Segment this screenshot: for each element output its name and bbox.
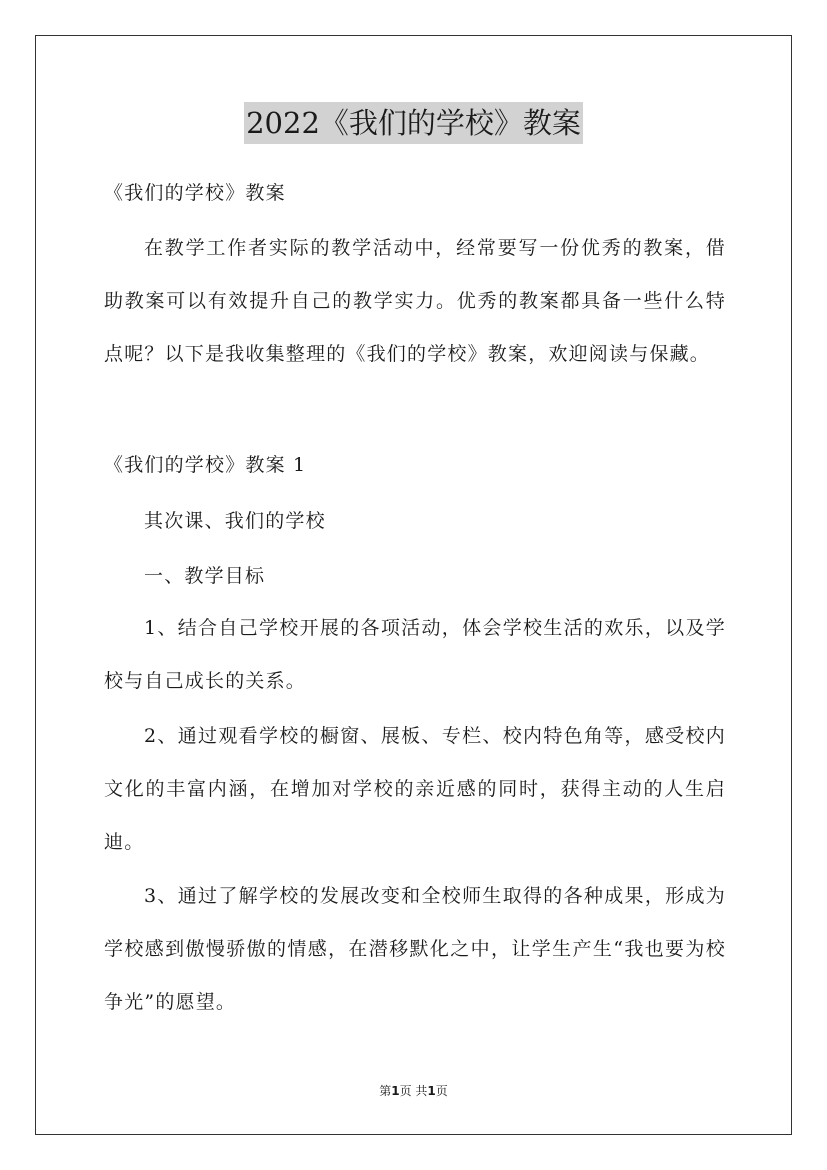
- lesson-title: 其次课、我们的学校: [144, 510, 326, 532]
- footer-page-current: 1: [391, 1084, 400, 1098]
- footer-page-mid: 页 共: [399, 1084, 428, 1098]
- objective-item: 2、通过观看学校的橱窗、展板、专栏、校内特色角等，感受校内文化的丰富内涵，在增加对学校的亲近感的同时，获得主动的人生启迪。: [104, 725, 726, 853]
- intro-paragraph: 在教学工作者实际的教学活动中，经常要写一份优秀的教案，借助教案可以有效提升自己的教学实力。优秀的教案都具备一些什么特点呢？以下是我收集整理的《我们的学校》教案，欢迎阅读与保藏。: [104, 237, 726, 365]
- document-title-text: 2022《我们的学校》教案: [244, 102, 583, 144]
- intro-heading: 《我们的学校》教案: [104, 182, 286, 204]
- footer-page-prefix: 第: [379, 1084, 392, 1098]
- objective-item: 3、通过了解学校的发展改变和全校师生取得的各种成果，形成为学校感到傲慢骄傲的情感，在潜移默化之中，让学生产生“我也要为校争光”的愿望。: [104, 885, 726, 1013]
- footer-page-total: 1: [427, 1084, 436, 1098]
- page-footer: [0, 1082, 827, 1099]
- document-title: [0, 102, 827, 144]
- footer-page-suffix: 页: [435, 1084, 448, 1098]
- objectives-heading: 一、教学目标: [144, 565, 266, 587]
- section-heading: 《我们的学校》教案 1: [104, 454, 307, 476]
- objective-item: 1、结合自己学校开展的各项活动，体会学校生活的欢乐，以及学校与自己成长的关系。: [104, 617, 726, 692]
